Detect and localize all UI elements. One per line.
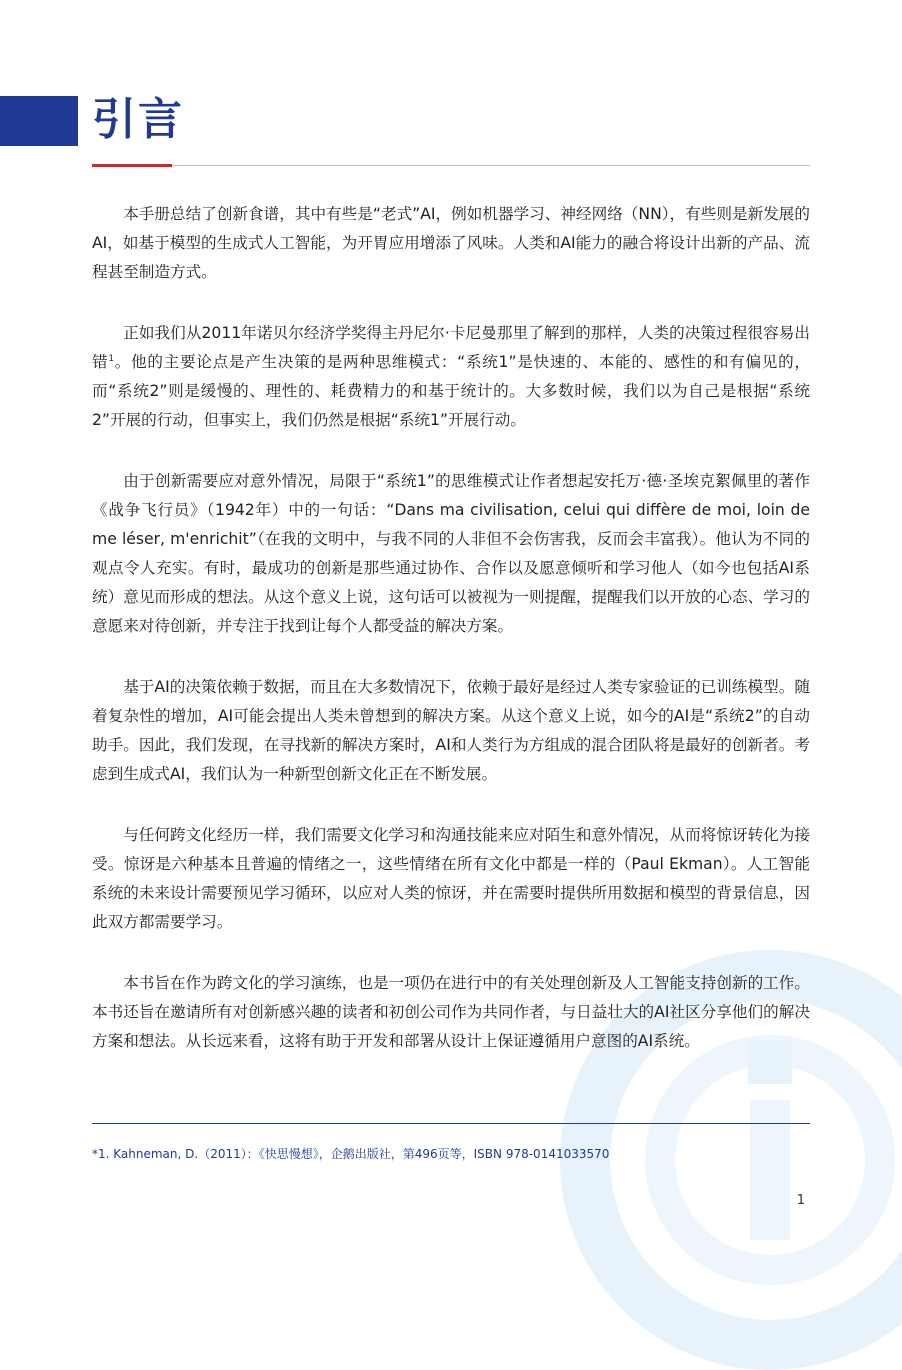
paragraph: 与任何跨文化经历一样，我们需要文化学习和沟通技能来应对陌生和意外情况，从而将惊讶转化为接受。惊讶是六种基本且普遍的情绪之一，这些情绪在所有文化中都是一样的（Paul Ekman）。人工智能系统的未来设计需要预见学习循环，以应对人类的惊讶，并在需要时提供所用数据和模型的背景信息，因此双方都需要学习。 (92, 826, 810, 931)
body-text (92, 200, 810, 1088)
paragraph-text: 。他的主要论点是产生决策的是两种思维模式：“系统1”是快速的、本能的、感性的和有偏见的，而“系统2”则是缓慢的、理性的、耗费精力的和基于统计的。大多数时候，我们以为自己是根据“系统2”开展的行动，但事实上，我们仍然是根据“系统1”开展行动。 (92, 353, 810, 429)
title-divider (92, 165, 810, 166)
title-accent-bar (92, 164, 172, 167)
footnote-divider (92, 1123, 810, 1124)
footnote-reference[interactable]: 1 (108, 353, 115, 364)
footnote: *1. Kahneman, D.（2011）：《快思慢想》，企鹅出版社，第496页等，ISBN 978-0141033570 (92, 1147, 610, 1161)
page-title: 引言 (92, 94, 184, 145)
paragraph-text: 正如我们从2011年诺贝尔经济学奖得主丹尼尔·卡尼曼那里了解到的那样，人类的决策过程很容易出错 (92, 324, 810, 371)
paragraph: 基于AI的决策依赖于数据，而且在大多数情况下，依赖于最好是经过人类专家验证的已训练模型。随着复杂性的增加，AI可能会提出人类未曾想到的解决方案。从这个意义上说，如今的AI是“系统2”的自动助手。因此，我们发现，在寻找新的解决方案时，AI和人类行为方组成的混合团队将是最好的创新者。考虑到生成式AI，我们认为一种新型创新文化正在不断发展。 (92, 678, 810, 783)
corner-accent-block (0, 96, 78, 146)
paragraph: 本手册总结了创新食谱，其中有些是“老式”AI，例如机器学习、神经网络（NN），有些则是新发展的AI，如基于模型的生成式人工智能，为开胃应用增添了风味。人类和AI能力的融合将设计出新的产品、流程甚至制造方式。 (92, 205, 810, 281)
page-number: 1 (796, 1193, 805, 1208)
paragraph: 本书旨在作为跨文化的学习演练，也是一项仍在进行中的有关处理创新及人工智能支持创新的工作。本书还旨在邀请所有对创新感兴趣的读者和初创公司作为共同作者，与日益壮大的AI社区分享他们的解决方案和想法。从长远来看，这将有助于开发和部署从设计上保证遵循用户意图的AI系统。 (92, 974, 810, 1050)
paragraph: 由于创新需要应对意外情况，局限于“系统1”的思维模式让作者想起安托万·德·圣埃克絮佩里的著作《战争飞行员》（1942年）中的一句话：“Dans ma civilisation, celui qui diffère de moi, loin de me léser, m'enrichit”（在我的文明中，与我不同的人非但不会伤害我，反而会丰富我）。他认为不同的观点令人充实。有时，最成功的创新是那些通过协作、合作以及愿意倾听和学习他人（如今也包括AI系统）意见而形成的想法。从这个意义上说，这句话可以被视为一则提醒，提醒我们以开放的心态、学习的意愿来对待创新，并专注于找到让每个人都受益的解决方案。 (92, 472, 810, 635)
paragraph (92, 319, 810, 435)
